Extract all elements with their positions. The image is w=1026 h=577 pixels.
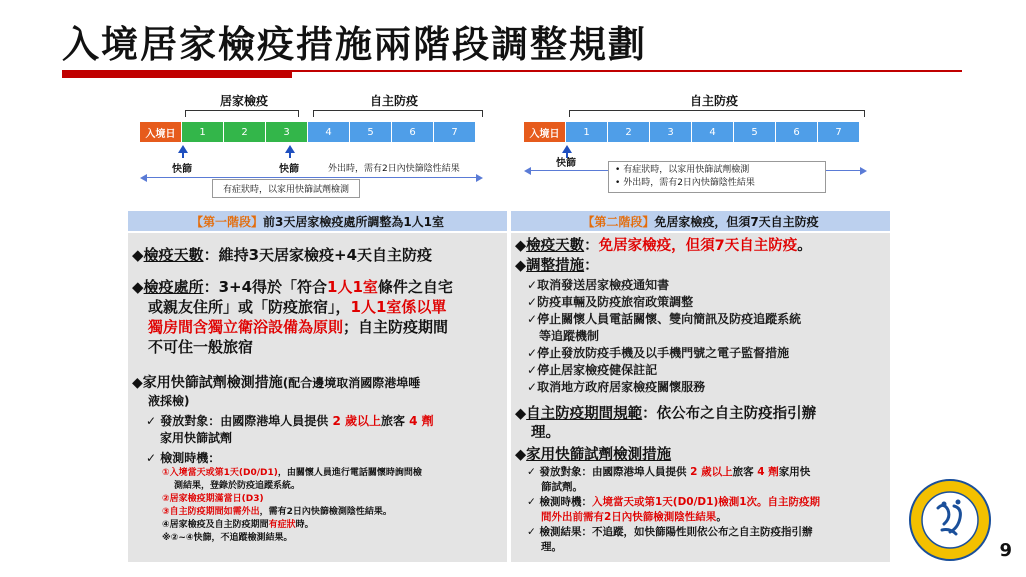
days-end: 。 [797, 238, 812, 254]
dist-text: 家用快篩試劑 [160, 431, 233, 445]
left-timeline [140, 88, 490, 198]
check-icon: ✓ [146, 414, 157, 428]
day-cell: 3 [650, 122, 692, 142]
day-cell: 7 [818, 122, 860, 142]
check-icon: ✓ [527, 363, 538, 377]
note-box [608, 161, 826, 193]
place-red: 1人1室係以單 [350, 298, 447, 316]
test-details [527, 465, 889, 555]
quarantine-days-item [515, 237, 812, 256]
day-cell: 1 [566, 122, 608, 142]
test-paren-2: 液採檢) [148, 394, 190, 408]
arrow-stem [182, 152, 184, 158]
day-cell: 2 [608, 122, 650, 142]
day-cell: 6 [392, 122, 434, 142]
diamond-icon: ◆ [515, 406, 527, 422]
diamond-icon: ◆ [132, 246, 144, 264]
place-text: ；自主防疫期間 [343, 318, 449, 336]
check-icon: ✓ [527, 496, 536, 508]
arrow-right-icon [476, 174, 483, 182]
test-label: 家用快篩試劑檢測措施 [526, 447, 672, 463]
timing-red: 有症狀 [268, 520, 296, 530]
place-text: 不可住一般旅宿 [148, 338, 254, 356]
list-item: ✓停止發放防疫手機及以手機門號之電子監督措施 [527, 346, 790, 360]
day-cell: 5 [350, 122, 392, 142]
days-sep: ： [584, 238, 599, 254]
day-cell: 7 [434, 122, 476, 142]
note-symptom: 有症狀時，以家用快篩試劑檢測 [212, 179, 360, 198]
page-title: 入境居家檢疫措施兩階段調整規劃 [62, 23, 647, 66]
timing-red: ③自主防疫期間如需外出 [162, 507, 260, 517]
place-text: 或親友住所」或「防疫旅宿」， [148, 298, 351, 316]
days-text: ：維持3天居家檢疫+4天自主防疫 [203, 246, 433, 264]
timing-red: 入境當天或第1天(D0/D1)檢測1次。自主防疫期 [591, 496, 821, 508]
diamond-icon: ◆ [515, 447, 527, 463]
check-icon: ✓ [527, 312, 538, 326]
check-icon: ✓ [527, 466, 536, 478]
dist-red: 4 劑 [757, 466, 779, 478]
left-panel [128, 233, 507, 562]
day-cell: 5 [734, 122, 776, 142]
norm-text: ：依公布之自主防疫指引辦 [642, 406, 817, 422]
timing-text: 檢測時機： [539, 496, 592, 508]
check-icon: ✓ [527, 295, 538, 309]
quarantine-place-item [132, 277, 504, 357]
day-cell: 4 [692, 122, 734, 142]
label-self-prevention: 自主防疫 [370, 94, 419, 108]
timing-text: ，由關懷人員進行電話關懷時詢問檢 [277, 468, 422, 478]
result-text: 理。 [541, 541, 562, 553]
symptom-range-line [146, 177, 476, 178]
adjust-label: 調整措施 [526, 258, 585, 274]
diamond-icon: ◆ [515, 258, 527, 274]
place-red: 1人1室 [327, 278, 378, 296]
place-red: 獨房間含獨立衛浴設備為原則 [148, 318, 344, 336]
day-cell: 4 [308, 122, 350, 142]
day-cell: 6 [776, 122, 818, 142]
bracket-self [313, 110, 483, 117]
ministry-seal-logo [908, 478, 992, 562]
timing-end: 。 [716, 511, 727, 523]
right-panel-header [511, 211, 890, 231]
dist-text: 篩試劑。 [541, 481, 583, 493]
arrow-left-icon [524, 167, 531, 175]
arrow-right-icon [860, 167, 867, 175]
diamond-icon: ◆ [515, 238, 527, 254]
dist-text: 旅客 [732, 466, 758, 478]
dist-text: 家用快 [778, 466, 811, 478]
place-label: 檢疫處所 [143, 278, 204, 296]
adjust-sep: ： [584, 258, 599, 274]
test-label: 家用快篩試劑檢測措施 [142, 375, 283, 391]
left-panel-header [128, 211, 507, 231]
list-item: ✓取消地方政府居家檢疫關懷服務 [527, 380, 706, 394]
check-icon: ✓ [527, 380, 538, 394]
rapid-test-marker: 快篩 [556, 158, 576, 169]
entry-day-cell: 入境日 [140, 122, 182, 142]
timing-text: 時。 [295, 520, 314, 530]
timing-label: 檢測時機： [160, 451, 221, 465]
dist-red: 2 歲以上 [332, 414, 381, 428]
test-measure-item [515, 446, 671, 465]
timing-note: ※②~④快篩，不追蹤檢測結果。 [162, 533, 293, 543]
seal-icon [908, 478, 992, 562]
diamond-icon: ◆ [132, 375, 143, 391]
list-item: ✓取消發送居家檢疫通知書 [527, 278, 670, 292]
dist-red: 2 歲以上 [690, 466, 733, 478]
day-cell: 1 [182, 122, 224, 142]
right-timeline [524, 88, 874, 203]
timing-red: 間外出前需有2日內快篩檢測陰性結果 [541, 511, 717, 523]
phase-title: 免居家檢疫，但須7天自主防疫 [654, 214, 819, 229]
dist-text: 發放對象：由國際港埠人員提供 [160, 414, 333, 428]
diamond-icon: ◆ [132, 278, 144, 296]
check-icon: ✓ [146, 451, 157, 465]
timing-text: ④居家檢疫及自主防疫期間 [162, 520, 269, 530]
note-going-out: 外出時，需有2日內快篩陰性結果 [328, 164, 460, 174]
norm-text: 理。 [531, 425, 560, 441]
dist-text: 發放對象：由國際港埠人員提供 [539, 466, 691, 478]
entry-day-cell: 入境日 [524, 122, 566, 142]
days-label: 檢疫天數 [143, 246, 204, 264]
timing-red: ②居家檢疫期滿當日(D3) [162, 494, 264, 504]
timing-red: ①入境當天或第1天(D0/D1) [162, 468, 278, 478]
label-self-prevention: 自主防疫 [690, 94, 739, 108]
note-symptom: 有症狀時，以家用快篩試劑檢測 [623, 165, 750, 175]
dist-text: 旅客 [380, 414, 410, 428]
adjust-list [527, 277, 887, 396]
check-icon: ✓ [527, 346, 538, 360]
day-cell: 2 [224, 122, 266, 142]
bracket-self [569, 110, 865, 117]
rapid-test-marker: 快篩 [279, 164, 299, 175]
distribution-item [146, 413, 506, 447]
place-text: ：3+4得於「符合 [203, 278, 328, 296]
label-quarantine: 居家檢疫 [220, 94, 269, 108]
list-item: ✓停止居家檢疫健保註記 [527, 363, 658, 377]
dist-red: 4 劑 [409, 414, 434, 428]
list-item: ✓防疫車輛及防疫旅宿政策調整 [527, 295, 694, 309]
days-red: 免居家檢疫，但須7天自主防疫 [598, 238, 798, 254]
list-item-cont: 等追蹤機制 [539, 329, 600, 343]
list-item: ✓停止關懷人員電話關懷、雙向簡訊及防疫追蹤系統 [527, 312, 802, 326]
timing-text: ，需有2日內快篩檢測陰性結果。 [259, 507, 392, 517]
days-label: 檢疫天數 [526, 238, 585, 254]
result-text: 檢測結果：不追蹤，如快篩陽性則依公布之自主防疫指引辦 [539, 526, 813, 538]
bracket-quarantine [185, 110, 299, 117]
norm-label: 自主防疫期間規範 [526, 406, 643, 422]
phase-tag: 【第一階段】 [190, 214, 263, 229]
timing-text: 測結果，登錄於防疫追蹤系統。 [174, 481, 301, 491]
test-measure-item [132, 373, 504, 410]
arrow-stem [289, 152, 291, 158]
test-paren: (配合邊境取消國際港埠唾 [282, 376, 421, 390]
place-text: 條件之自宅 [377, 278, 453, 296]
page-number: 9 [999, 540, 1012, 561]
note-going-out: 外出時，需有2日內快篩陰性結果 [623, 178, 755, 188]
check-icon: ✓ [527, 278, 538, 292]
rapid-test-marker: 快篩 [172, 164, 192, 175]
adjust-item [515, 257, 599, 276]
self-prevention-norm-item [515, 405, 887, 443]
day-cell: 3 [266, 122, 308, 142]
right-panel [511, 233, 890, 562]
bullet: • [615, 165, 621, 175]
check-icon: ✓ [527, 526, 536, 538]
quarantine-days-item [132, 245, 432, 265]
arrow-left-icon [140, 174, 147, 182]
timing-details [162, 467, 502, 545]
phase-tag: 【第二階段】 [582, 214, 655, 229]
bullet: • [615, 178, 621, 188]
title-accent-bar [62, 70, 292, 78]
timing-item [146, 449, 220, 466]
phase-title: 前3天居家檢疫處所調整為1人1室 [262, 214, 445, 229]
